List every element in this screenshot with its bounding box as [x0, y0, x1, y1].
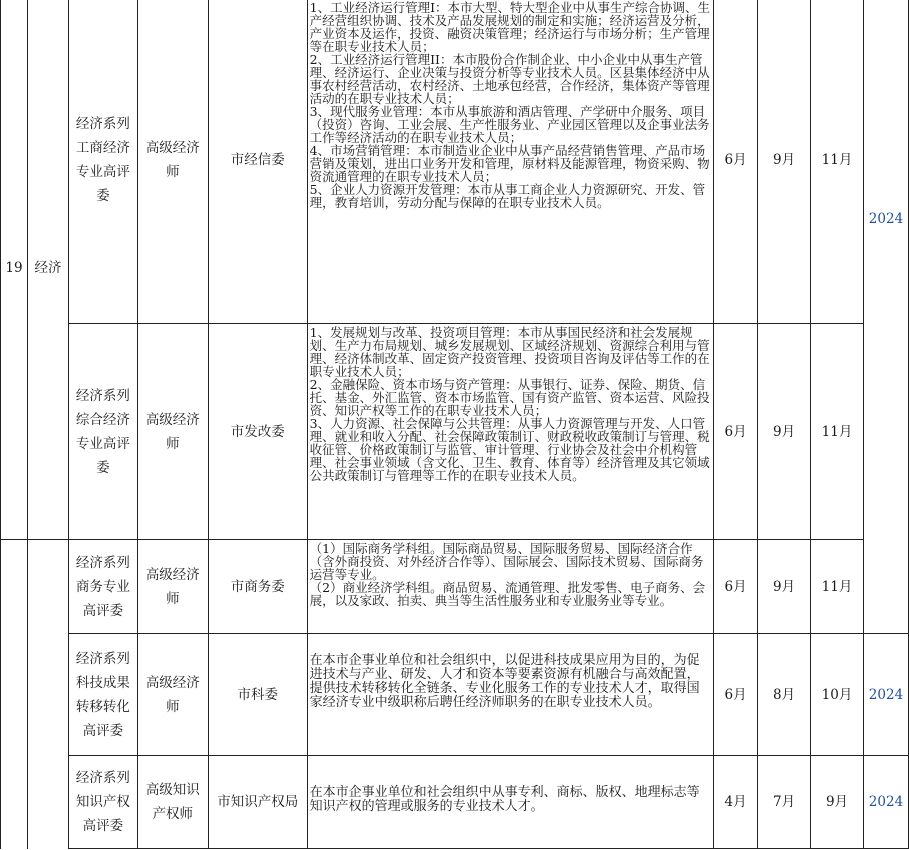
year-cell: 2024: [863, 0, 908, 634]
category-cell: 经济: [27, 0, 68, 540]
scope-item: 3、人力资源、社会保障与公共管理：从事人力资源管理与开发、人口管理、就业和收入分配、社会保障政策制订、财政税收政策制订与管理、税收征管、价格政策制订与监管、审计管理、行业协会及社会中介机构管理、社会事业领域（含文化、卫生、教育、体育等）经济管理及其它领域公共政策制订与管理等工作的在职专业技术人员。: [309, 416, 710, 483]
row-number-continued: [1, 540, 28, 849]
month-result: 11月: [811, 540, 864, 634]
scope-item: （2）商业经济学科组。商品贸易、流通管理、批发零售、电子商务、会展，以及家政、拍卖、典当等生活性服务业和专业服务业等专业。: [309, 580, 706, 608]
scope-item: 5、企业人力资源开发管理：本市从事工商企业人力资源研究、开发、管理，教育培训，劳动分配与保障的在职专业技术人员。: [309, 182, 706, 210]
scope-item: 4、市场营销管理：本市制造业企业中从事产品经营销售管理、产品市场营销及策划，进出口业务开发和管理，原材料及能源管理，物资采购、物资流通管理的在职专业技术人员；: [309, 143, 710, 184]
committee-cell: 经济系列工商经济专业高评委: [68, 0, 137, 324]
month-result: 11月: [811, 324, 864, 540]
month-apply: 6月: [714, 0, 758, 324]
table-row: [1, 756, 909, 849]
year-cell: 2024: [863, 634, 908, 756]
scope-item: 2、工业经济运行管理II：本市股份合作制企业、中小企业中从事生产管理、经济运行、企业决策与投资分析等专业技术人员。区县集体经济中从事农村经营活动，农村经济、土地承包经营，合作经济，集体资产等管理活动的在职专业技术人员；: [309, 52, 710, 106]
scope-item: 在本市企事业单位和社会组织中，以促进科技成果应用为目的，为促进技术与产业、研发、人才和资本等要素资源有机融合与高效配置，提供技术转移转化全链条、专业化服务工作的专业技术人才，取得国家经济专业中级职称后聘任经济师职务的在职专业技术人员。: [309, 653, 700, 710]
title-cell: 高级经济师: [137, 634, 208, 756]
scope-item: 3、现代服务业管理：本市从事旅游和酒店管理、产学研中介服务、项目（投资）咨询、工业会展、生产性服务业、产业园区管理以及企事业法务工作等经济活动的在职专业技术人员；: [309, 104, 710, 145]
scope-cell: [307, 324, 713, 540]
title-cell: 高级经济师: [137, 0, 208, 324]
month-review: 8月: [758, 634, 811, 756]
table-row: [1, 324, 909, 540]
month-review: 9月: [758, 540, 811, 634]
month-result: 11月: [811, 0, 864, 324]
scope-cell: [307, 540, 713, 634]
month-result: 9月: [811, 756, 864, 849]
scope-item: （1）国际商务学科组。国际商品贸易、国际服务贸易、国际经济合作（含外商投资、对外经济合作等）、国际展会、国际技术贸易、国际商务运营等专业。: [309, 541, 704, 582]
scope-item: 在本市企事业单位和社会组织中从事专利、商标、版权、地理标志等知识产权的管理或服务的专业技术人才。: [309, 785, 700, 814]
dept-cell: 市发改委: [208, 324, 307, 540]
table-row: [1, 540, 909, 634]
month-review: 9月: [758, 324, 811, 540]
title-cell: 高级经济师: [137, 540, 208, 634]
category-continued: [27, 540, 68, 849]
scope-item: 2、金融保险、资本市场与资产管理：从事银行、证券、保险、期货、信托、基金、外汇监管、资本市场监管、国有资产监管、资本运营、风险投资、知识产权等工作的在职专业技术人员；: [309, 377, 710, 418]
scope-item: 1、发展规划与改革、投资项目管理：本市从事国民经济和社会发展规划、生产力布局规划、城乡发展规划、区域经济规划、资源综合利用与管理、经济体制改革、固定资产投资管理、投资项目咨询及评估等工作的在职专业技术人员；: [309, 325, 710, 379]
month-apply: 6月: [714, 634, 758, 756]
month-review: 7月: [758, 756, 811, 849]
dept-cell: 市商务委: [208, 540, 307, 634]
committee-cell: 经济系列综合经济专业高评委: [68, 324, 137, 540]
dept-cell: 市知识产权局: [208, 756, 307, 849]
scope-cell: [307, 634, 713, 756]
row-number: 19: [1, 0, 28, 540]
month-apply: 4月: [714, 756, 758, 849]
dept-cell: 市经信委: [208, 0, 307, 324]
scope-cell: [307, 0, 713, 324]
committee-cell: 经济系列知识产权高评委: [68, 756, 137, 849]
month-apply: 6月: [714, 324, 758, 540]
title-cell: 高级知识产权师: [137, 756, 208, 849]
committee-cell: 经济系列科技成果转移转化高评委: [68, 634, 137, 756]
dept-cell: 市科委: [208, 634, 307, 756]
month-review: 9月: [758, 0, 811, 324]
table-row: [1, 0, 909, 324]
scope-item: 1、工业经济运行管理I：本市大型、特大型企业中从事生产综合协调、生产经营组织协调、技术及产品发展规划的制定和实施；经济运营及分析，产业资本及运作，投资、融资决策管理；经济运行与市场分析；生产管理等在职专业技术人员；: [309, 0, 711, 54]
scope-cell: [307, 756, 713, 849]
month-apply: 6月: [714, 540, 758, 634]
year-cell: 2024: [863, 756, 908, 849]
committee-cell: 经济系列商务专业高评委: [68, 540, 137, 634]
table-row: [1, 634, 909, 756]
title-cell: 高级经济师: [137, 324, 208, 540]
month-result: 10月: [811, 634, 864, 756]
